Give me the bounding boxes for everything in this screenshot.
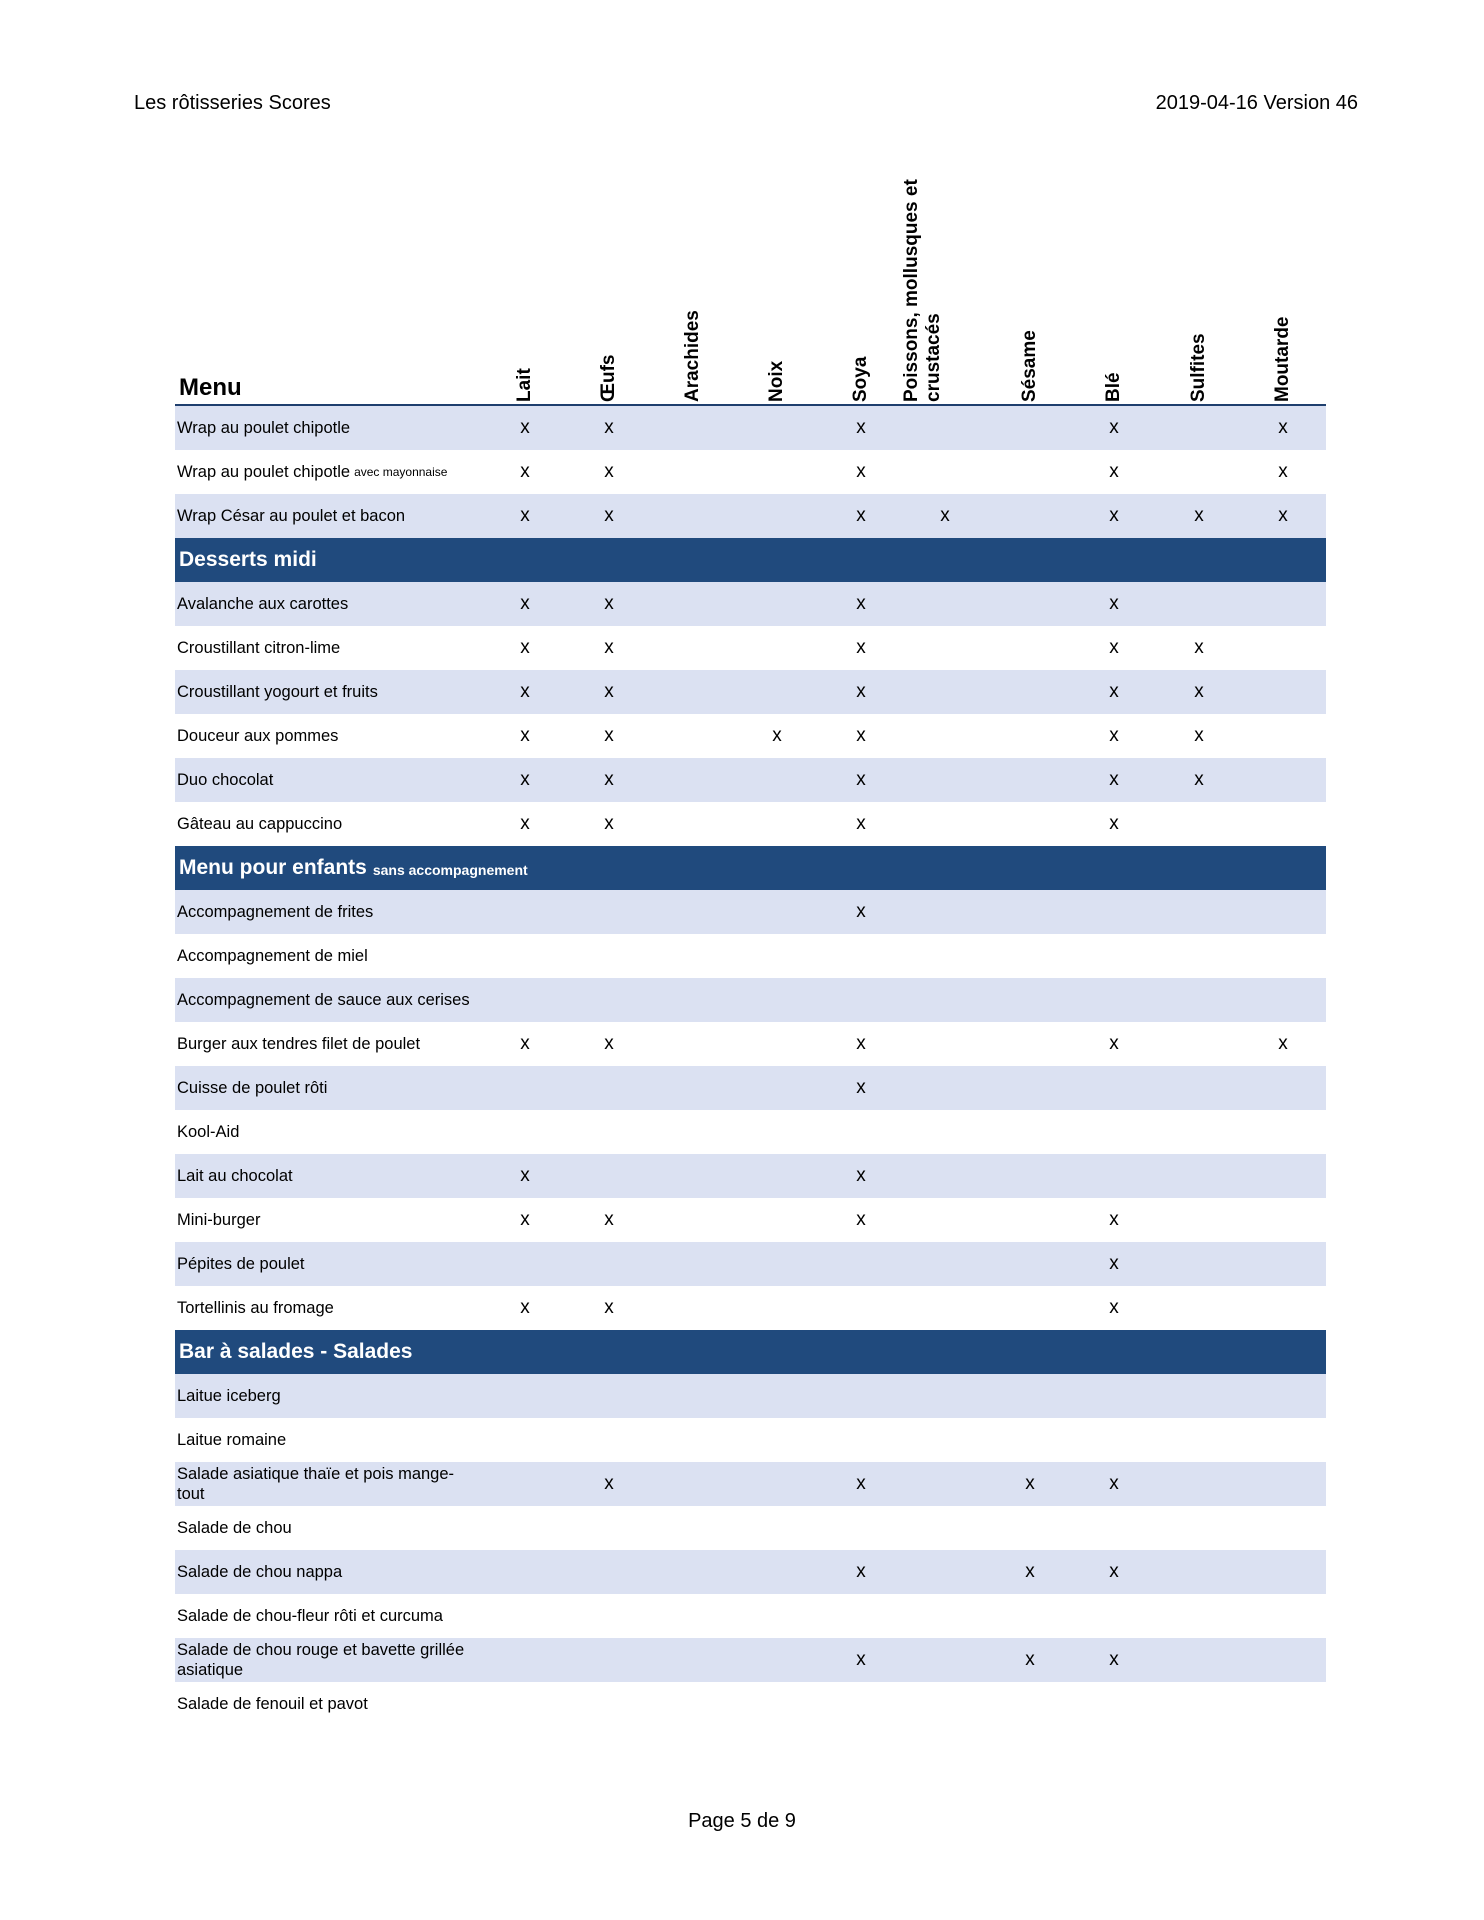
section-header xyxy=(175,1330,1326,1374)
allergen-mark-oeufs: x xyxy=(604,813,614,834)
allergen-mark-sulfites: x xyxy=(1194,505,1204,526)
allergen-mark-oeufs: x xyxy=(604,681,614,702)
allergen-mark-lait: x xyxy=(520,1033,530,1054)
item-name-text: Salade asiatique thaïe et pois mange-tout xyxy=(177,1465,455,1503)
item-name-text: Pépites de poulet xyxy=(177,1255,305,1273)
allergen-mark-soya: x xyxy=(856,901,866,922)
allergen-mark-soya: x xyxy=(856,461,866,482)
table-row xyxy=(175,1506,1326,1550)
table-row xyxy=(175,714,1326,758)
item-name xyxy=(177,1594,477,1638)
allergen-mark-sesame: x xyxy=(1025,1649,1035,1670)
allergen-mark-moutarde: x xyxy=(1278,505,1288,526)
section-header xyxy=(175,538,1326,582)
allergen-mark-ble: x xyxy=(1109,681,1119,702)
item-name-text: Douceur aux pommes xyxy=(177,727,339,745)
column-header-label: Poissons, mollusques et crustacés xyxy=(901,179,944,402)
item-name-text: Duo chocolat xyxy=(177,771,274,789)
allergen-mark-soya: x xyxy=(856,593,866,614)
allergen-mark-oeufs: x xyxy=(604,461,614,482)
allergen-mark-oeufs: x xyxy=(604,637,614,658)
item-name-text: Burger aux tendres filet de poulet xyxy=(177,1035,421,1053)
table-row xyxy=(175,1198,1326,1242)
allergen-mark-oeufs: x xyxy=(604,769,614,790)
item-name xyxy=(177,1506,477,1550)
allergen-mark-ble: x xyxy=(1109,1209,1119,1230)
column-header-label: Sésame xyxy=(1019,330,1040,402)
table-row xyxy=(175,1110,1326,1154)
item-name xyxy=(177,714,477,758)
column-header-row xyxy=(175,170,1326,406)
allergen-mark-sulfites: x xyxy=(1194,725,1204,746)
item-name xyxy=(177,978,477,1022)
table-row xyxy=(175,802,1326,846)
allergen-mark-oeufs: x xyxy=(604,593,614,614)
allergen-mark-lait: x xyxy=(520,813,530,834)
allergen-mark-sulfites: x xyxy=(1194,769,1204,790)
document-header-right: 2019-04-16 Version 46 xyxy=(1155,92,1358,114)
allergen-mark-sulfites: x xyxy=(1194,637,1204,658)
allergen-mark-soya: x xyxy=(856,769,866,790)
allergen-mark-sesame: x xyxy=(1025,1473,1035,1494)
table-row xyxy=(175,1682,1326,1726)
item-name xyxy=(177,1418,477,1462)
table-row xyxy=(175,978,1326,1022)
allergen-mark-ble: x xyxy=(1109,461,1119,482)
allergen-mark-oeufs: x xyxy=(604,1473,614,1494)
allergen-mark-lait: x xyxy=(520,1209,530,1230)
item-name-text: Avalanche aux carottes xyxy=(177,595,349,613)
allergen-mark-moutarde: x xyxy=(1278,417,1288,438)
item-name-text: Tortellinis au fromage xyxy=(177,1299,334,1317)
item-name-text: Croustillant citron-lime xyxy=(177,639,341,657)
table-row xyxy=(175,406,1326,450)
item-name xyxy=(177,758,477,802)
item-name xyxy=(177,406,477,450)
item-name xyxy=(177,1154,477,1198)
allergen-mark-ble: x xyxy=(1109,1649,1119,1670)
allergen-mark-soya: x xyxy=(856,1649,866,1670)
item-name xyxy=(177,670,477,714)
allergen-mark-lait: x xyxy=(520,769,530,790)
table-row xyxy=(175,582,1326,626)
table-row xyxy=(175,1286,1326,1330)
item-name xyxy=(177,1286,477,1330)
item-name xyxy=(177,1682,477,1726)
allergen-mark-ble: x xyxy=(1109,417,1119,438)
table-row xyxy=(175,1638,1326,1682)
table-row xyxy=(175,494,1326,538)
column-header-label: Soya xyxy=(850,356,871,402)
allergen-mark-ble: x xyxy=(1109,725,1119,746)
table-row xyxy=(175,1418,1326,1462)
allergen-mark-ble: x xyxy=(1109,813,1119,834)
allergen-mark-lait: x xyxy=(520,637,530,658)
allergen-mark-sesame: x xyxy=(1025,1561,1035,1582)
table-row xyxy=(175,1242,1326,1286)
item-name-text: Accompagnement de frites xyxy=(177,903,374,921)
item-name xyxy=(177,1022,477,1066)
allergen-mark-soya: x xyxy=(856,681,866,702)
item-note: avec mayonnaise xyxy=(354,465,448,479)
allergen-mark-ble: x xyxy=(1109,1253,1119,1274)
allergen-table xyxy=(175,170,1326,1726)
item-name-text: Accompagnement de miel xyxy=(177,947,368,965)
table-row xyxy=(175,1066,1326,1110)
allergen-mark-soya: x xyxy=(856,505,866,526)
allergen-mark-lait: x xyxy=(520,1297,530,1318)
allergen-mark-soya: x xyxy=(856,637,866,658)
item-name xyxy=(177,1198,477,1242)
allergen-mark-lait: x xyxy=(520,1165,530,1186)
allergen-mark-soya: x xyxy=(856,1209,866,1230)
table-row xyxy=(175,450,1326,494)
allergen-mark-lait: x xyxy=(520,593,530,614)
item-name-text: Laitue iceberg xyxy=(177,1387,281,1405)
item-name xyxy=(177,1374,477,1418)
allergen-mark-ble: x xyxy=(1109,1033,1119,1054)
table-row xyxy=(175,1594,1326,1638)
table-row xyxy=(175,1462,1326,1506)
allergen-mark-ble: x xyxy=(1109,505,1119,526)
item-name xyxy=(177,802,477,846)
column-header-label: Sulfites xyxy=(1188,333,1209,402)
section-title: Desserts midi xyxy=(179,548,317,571)
item-name xyxy=(177,1462,477,1506)
item-name xyxy=(177,626,477,670)
allergen-mark-noix: x xyxy=(772,725,782,746)
item-name-text: Salade de chou rouge et bavette grillée asiatique xyxy=(177,1641,465,1679)
allergen-mark-soya: x xyxy=(856,417,866,438)
item-name xyxy=(177,1242,477,1286)
item-name xyxy=(177,494,477,538)
page-number: Page 5 de 9 xyxy=(688,1810,796,1832)
item-name-text: Salade de chou xyxy=(177,1519,292,1537)
table-row xyxy=(175,934,1326,978)
column-header-label: Lait xyxy=(514,368,535,402)
document-header-left: Les rôtisseries Scores xyxy=(134,92,331,114)
item-name-text: Cuisse de poulet rôti xyxy=(177,1079,328,1097)
menu-column-header: Menu xyxy=(179,374,242,401)
item-name xyxy=(177,934,477,978)
allergen-mark-ble: x xyxy=(1109,1297,1119,1318)
item-name-text: Mini-burger xyxy=(177,1211,261,1229)
table-body xyxy=(175,406,1326,1726)
item-name-text: Wrap César au poulet et bacon xyxy=(177,507,406,525)
item-name xyxy=(177,582,477,626)
allergen-mark-lait: x xyxy=(520,725,530,746)
allergen-mark-soya: x xyxy=(856,1561,866,1582)
column-header-label: Moutarde xyxy=(1272,316,1293,402)
allergen-mark-ble: x xyxy=(1109,637,1119,658)
allergen-mark-ble: x xyxy=(1109,1561,1119,1582)
allergen-mark-soya: x xyxy=(856,1033,866,1054)
table-row xyxy=(175,1374,1326,1418)
allergen-mark-moutarde: x xyxy=(1278,1033,1288,1054)
column-header-label: Noix xyxy=(766,360,787,402)
section-title: Bar à salades - Salades xyxy=(179,1340,413,1363)
allergen-mark-lait: x xyxy=(520,417,530,438)
item-name-text: Salade de chou nappa xyxy=(177,1563,343,1581)
allergen-mark-oeufs: x xyxy=(604,725,614,746)
allergen-mark-oeufs: x xyxy=(604,1209,614,1230)
table-row xyxy=(175,670,1326,714)
item-name-text: Wrap au poulet chipotle xyxy=(177,419,351,437)
table-row xyxy=(175,1154,1326,1198)
item-name-text: Gâteau au cappuccino xyxy=(177,815,343,833)
item-name-text: Salade de chou-fleur rôti et curcuma xyxy=(177,1607,443,1625)
item-name xyxy=(177,1110,477,1154)
allergen-mark-ble: x xyxy=(1109,593,1119,614)
item-name-text: Laitue romaine xyxy=(177,1431,287,1449)
allergen-mark-soya: x xyxy=(856,1165,866,1186)
table-row xyxy=(175,1550,1326,1594)
item-name-text: Lait au chocolat xyxy=(177,1167,293,1185)
item-name-text: Salade de fenouil et pavot xyxy=(177,1695,368,1713)
item-name xyxy=(177,1066,477,1110)
allergen-mark-ble: x xyxy=(1109,1473,1119,1494)
allergen-mark-lait: x xyxy=(520,505,530,526)
allergen-mark-lait: x xyxy=(520,461,530,482)
allergen-mark-sulfites: x xyxy=(1194,681,1204,702)
allergen-mark-moutarde: x xyxy=(1278,461,1288,482)
allergen-mark-soya: x xyxy=(856,813,866,834)
table-row xyxy=(175,626,1326,670)
allergen-mark-oeufs: x xyxy=(604,417,614,438)
table-row xyxy=(175,758,1326,802)
allergen-mark-oeufs: x xyxy=(604,505,614,526)
table-row xyxy=(175,890,1326,934)
column-header-label: Blé xyxy=(1103,372,1124,402)
column-header-label: Arachides xyxy=(682,310,703,402)
allergen-mark-soya: x xyxy=(856,1077,866,1098)
section-subtitle: sans accompagnement xyxy=(372,862,528,878)
item-name-text: Croustillant yogourt et fruits xyxy=(177,683,378,701)
item-name-text: Accompagnement de sauce aux cerises xyxy=(177,991,470,1009)
item-name xyxy=(177,450,477,494)
allergen-mark-poissons: x xyxy=(940,505,950,526)
item-name-text: Wrap au poulet chipotle xyxy=(177,463,351,481)
allergen-mark-soya: x xyxy=(856,1473,866,1494)
column-header-label: Œufs xyxy=(598,354,619,402)
item-name xyxy=(177,890,477,934)
section-header xyxy=(175,846,1326,890)
allergen-mark-oeufs: x xyxy=(604,1297,614,1318)
allergen-mark-oeufs: x xyxy=(604,1033,614,1054)
section-title: Menu pour enfants xyxy=(179,856,367,879)
allergen-mark-lait: x xyxy=(520,681,530,702)
allergen-mark-soya: x xyxy=(856,725,866,746)
item-name xyxy=(177,1550,477,1594)
table-row xyxy=(175,1022,1326,1066)
item-name xyxy=(177,1638,477,1682)
allergen-mark-ble: x xyxy=(1109,769,1119,790)
item-name-text: Kool-Aid xyxy=(177,1123,240,1141)
